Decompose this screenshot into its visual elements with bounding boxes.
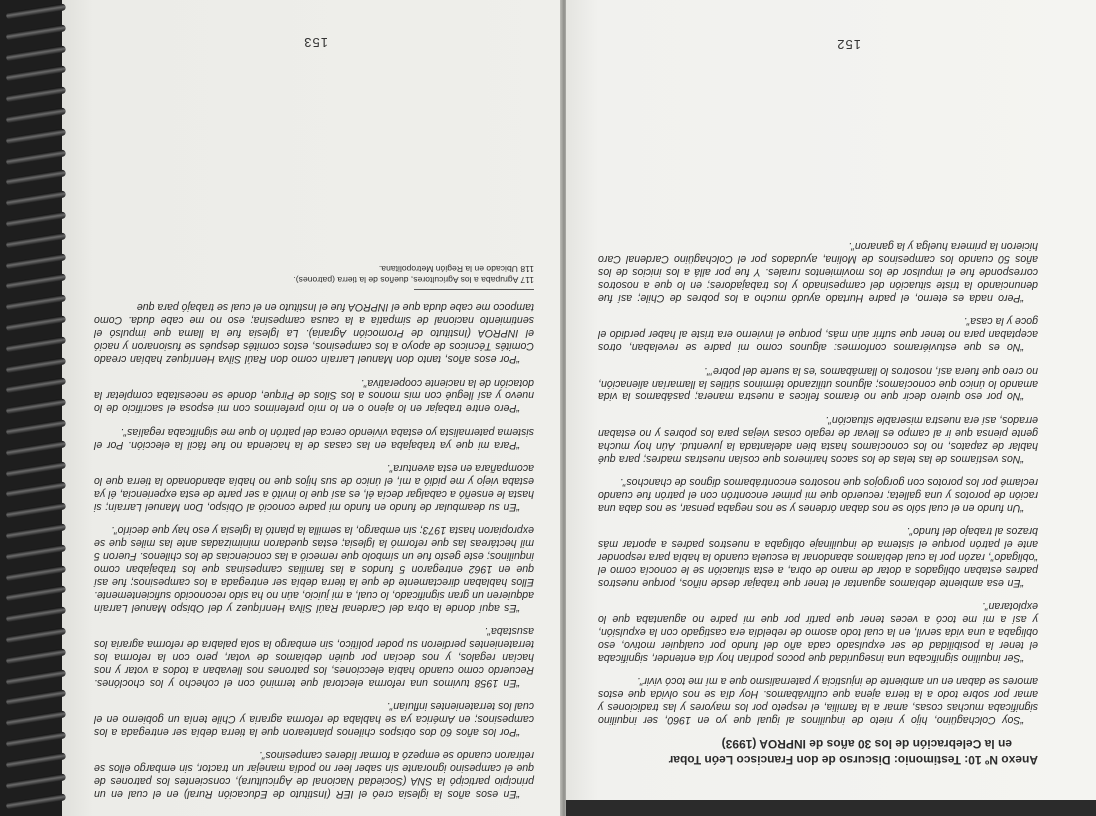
footnote: 117 Agrupaba a los Agricultores, dueños de la tierra (patrones). <box>293 275 534 286</box>
binding-coil <box>6 752 66 768</box>
paragraph: “No es que estuviéramos conformes: algunos como mi padre se revelaban, otros aceptaban para no tener que sufrir aún más, porque el invierno era triste al haber perdido el goce y la casa”. <box>598 315 1038 354</box>
right-page <box>566 0 1096 816</box>
binding-coil <box>6 461 66 477</box>
left-page-text <box>94 263 534 800</box>
binding-coil <box>6 378 66 394</box>
paragraph: “Para mi que ya trabajaba en las casas de la hacienda no fue fácil la elección. Por el sistema paternalista yo estaba viviendo cerca del patrón lo que me significaba regalías”. <box>94 425 534 451</box>
binding-coil <box>6 399 66 415</box>
paragraph: “No por eso quiero decir que no éramos felices a nuestra manera; pasábamos la vida amando lo único que conocíamos; algunos utilizando términos sútiles la llamarían alienación, no creo que fuera así, nosotros lo llamábamos ‘es la suerte del pobre’”. <box>598 364 1038 403</box>
paragraph: “Un fundo en el cual sólo se nos daban órdenes y se nos negaba pensar, se nos daba una ración de porotos y una galleta; recuerdo que mi primer encontrón con el patrón fue cuando reclamé por los porotos con gorgojos que nosotros encontrábamos dignos de chanchos”. <box>598 476 1038 514</box>
binding-coil <box>6 3 66 19</box>
binding-coil <box>6 773 66 789</box>
annex-title-line: en la Celebración de los 30 años de INPROA (1993) <box>721 737 1012 751</box>
binding-coil <box>6 274 66 290</box>
binding-coil <box>6 586 66 602</box>
binding-coil <box>6 503 66 519</box>
annex-title-line: Anexo Nº 10: Testimonio: Discurso de don Francisco León Tobar <box>668 753 1038 767</box>
binding-coil <box>6 295 66 311</box>
paragraph: “Nos vestíamos de las telas de los sacos harineros que cosían nuestras madres; para qué hablar de zapatos, no los conocíamos hasta bien adelantada la juventud. Aún hoy mucha gente piensa que ir al campo es llevar de regalo cosas viejas para los pobres y no estaban errados, así era nuestra miserable situación”. <box>598 413 1038 465</box>
binding-coil <box>6 523 66 539</box>
binding-coil <box>6 607 66 623</box>
footnote-rule <box>414 289 534 290</box>
right-page-text <box>598 229 1038 768</box>
binding-coil <box>6 669 66 685</box>
binding-coil <box>6 794 66 810</box>
binding-coil <box>6 66 66 82</box>
page-shadow-edge <box>566 800 1096 816</box>
paragraph: “En 1958 tuvimos una reforma electoral que terminó con el cohecho y los choclónes. Recuerdo como cuando había elecciones, los patrones nos llevaban a todos a votar y nos hacían regalos, y nos decían por quién debíamos de votar, pero con la reforma los terratenientes perdieron su poder político, sin embargo la sola palabra de reforma agraria los asustaba”. <box>94 625 534 689</box>
binding-coil <box>6 544 66 560</box>
binding-coil <box>6 45 66 61</box>
footnote: 118 Ubicado en la Región Metropolitana. <box>378 264 534 275</box>
paragraph: “Es aquí donde la obra del Cardenal Raúl Silva Henríquez y del Obispo Manuel Larraín adquieren un gran significado, lo cual, a mi juicio, aún no ha sido reconocido suficientemente. Ellos hablaban directamente de que la tierra debía ser entregada a los campesinos; fue así que en 1962 entregaron 5 fundos a las familias campesinas que los trabajaban como inquilinos; este gesto fue un símbolo que remeció a las conciencias de los chilenos. Fueron 5 mil hectáreas las que reformó la Iglesia; estas quedaron minimizadas ante las miles que se expropiaron hasta 1973; sin embargo, la semilla la plantó la Iglesia y eso hay que decirlo”. <box>94 524 534 614</box>
paragraph: “Soy Colchagüino, hijo y nieto de inquilinos al igual que yo en 1960, ser inquilino significaba muchas cosas, amar a la familia, el respeto por los mayores y las tradiciones y amar por sobre todo a la tierra ajena que cultivábamos. Hoy día se nos olvida que estos amores se daban en un ambiente de injusticia y paternalismo que a mí me tocó vivir”. <box>598 675 1038 726</box>
left-page <box>52 0 564 816</box>
binding-coil <box>6 731 66 747</box>
page-number: 153 <box>303 35 328 50</box>
paragraph: “Pero nada es eterno, el padre Hurtado ayudó mucho a los pobres de Chile; así fue denunciando la triste situación del campesinado y los trabajadores; en lo que a nosotros corresponde fue el impulsor de los movimientos rurales. Y fue por allá a los inicios de los años 50 cuando los campesinos de Molina, ayudados por el Colchagüino Cardenal Caro hicieron la primera huelga y la ganaron”. <box>598 240 1038 305</box>
binding-coil <box>6 711 66 727</box>
paragraph: “En su deambular de fundo en fundo mi padre conoció al Obispo, Don Manuel Larraín; si hasta le enseñó a cabalgar decía él, es así que lo invitó a ser parte de esta experiencia, él ya estaba viejo y me pidió a mí, el único de sus hijos que no había abandonado la tierra que lo acompañara en esta aventura”. <box>94 462 534 513</box>
binding-coil <box>6 128 66 144</box>
binding-coil <box>6 211 66 227</box>
binding-coil <box>6 336 66 352</box>
binding-coil <box>6 24 66 40</box>
left-page-upside-down <box>52 0 564 816</box>
paragraph: “Por esos años, tanto don Manuel Larraín como don Raúl Silva Henríquez habían creado Comités Técnicos de apoyo a los campesinos, estos comités después se fusionaron y nació el INPROA (Instituto de Promoción Agraria). La Iglesia fue la llama que impulsó el sentimiento nacional de simpatía a la causa campesina; eso no me cabe duda. Como tampoco me cabe duda que el INPROA fue el Instituto en el cual se trabajó para que <box>94 301 534 366</box>
binding-coil <box>6 419 66 435</box>
binding-coil <box>6 690 66 706</box>
binding-coil <box>6 565 66 581</box>
binding-coil <box>6 253 66 269</box>
paragraph: “Por los años 60 dos obispos chilenos plantearon que la tierra debía ser entregada a los campesinos; en América ya se hablaba de reforma agraria y Chile tenía un gobierno en el cual los terratenientes influían”. <box>94 700 534 738</box>
spiral-binding <box>0 0 62 816</box>
paragraph: “Pero entre trabajar en lo ajeno o en lo mío preferimos con mi esposa el sacrificio de lo nuevo y así llegué con mis monos a los Silos de Pirque, donde se necesitaba completar la dotación de la naciente cooperativa”. <box>94 376 534 415</box>
binding-coil <box>6 357 66 373</box>
binding-coil <box>6 482 66 498</box>
binding-coil <box>6 107 66 123</box>
paragraph: “Ser inquilino significaba una inseguridad que pocos podrían hoy día entender, significaba el tener la posibilidad de ser expulsado cada año del fundo por cualquier motivo, eso obligaba a una vida servil, en la cual todo asomo de rebeldía era castigado con la expulsión, y así a mi me tocó a veces tener que partir por que mi padre no aguantaba que lo explotaran”. <box>598 600 1038 664</box>
binding-coil <box>6 149 66 165</box>
binding-coil <box>6 440 66 456</box>
binding-coil <box>6 170 66 186</box>
paragraph: “En esa ambiente debíamos aguantar el tener que trabajar desde niños, porque nuestros padres estaban obligados a dotar de mano de obra, a esta situación se le conocía como el “obligado”, razón por la cual debíamos abandonar la escuela cuando la había para responder ante el patrón porque el sistema de inquilinaje obligaba a nuestros padres a aportar más brazos al trabajo del fundo”. <box>598 525 1038 589</box>
binding-coil <box>6 191 66 207</box>
binding-coil <box>6 87 66 103</box>
paragraph: “En esos años la iglesia creó el IER (Instituto de Educación Rural) en el cual en un principio participó la SNA (Sociedad Nacional de Agricultura), conscientes los patrones de que el campesino ignorante sin saber leer no podía manejar un tractor, sin embargo ellos se retiraron cuando se empezó a formar líderes campesinos”. <box>94 749 534 800</box>
binding-coil <box>6 315 66 331</box>
binding-coil <box>6 627 66 643</box>
binding-coil <box>6 648 66 664</box>
right-page-upside-down <box>566 0 1096 816</box>
annex-title <box>598 736 1038 768</box>
page-number: 152 <box>836 37 861 52</box>
binding-coil <box>6 232 66 248</box>
